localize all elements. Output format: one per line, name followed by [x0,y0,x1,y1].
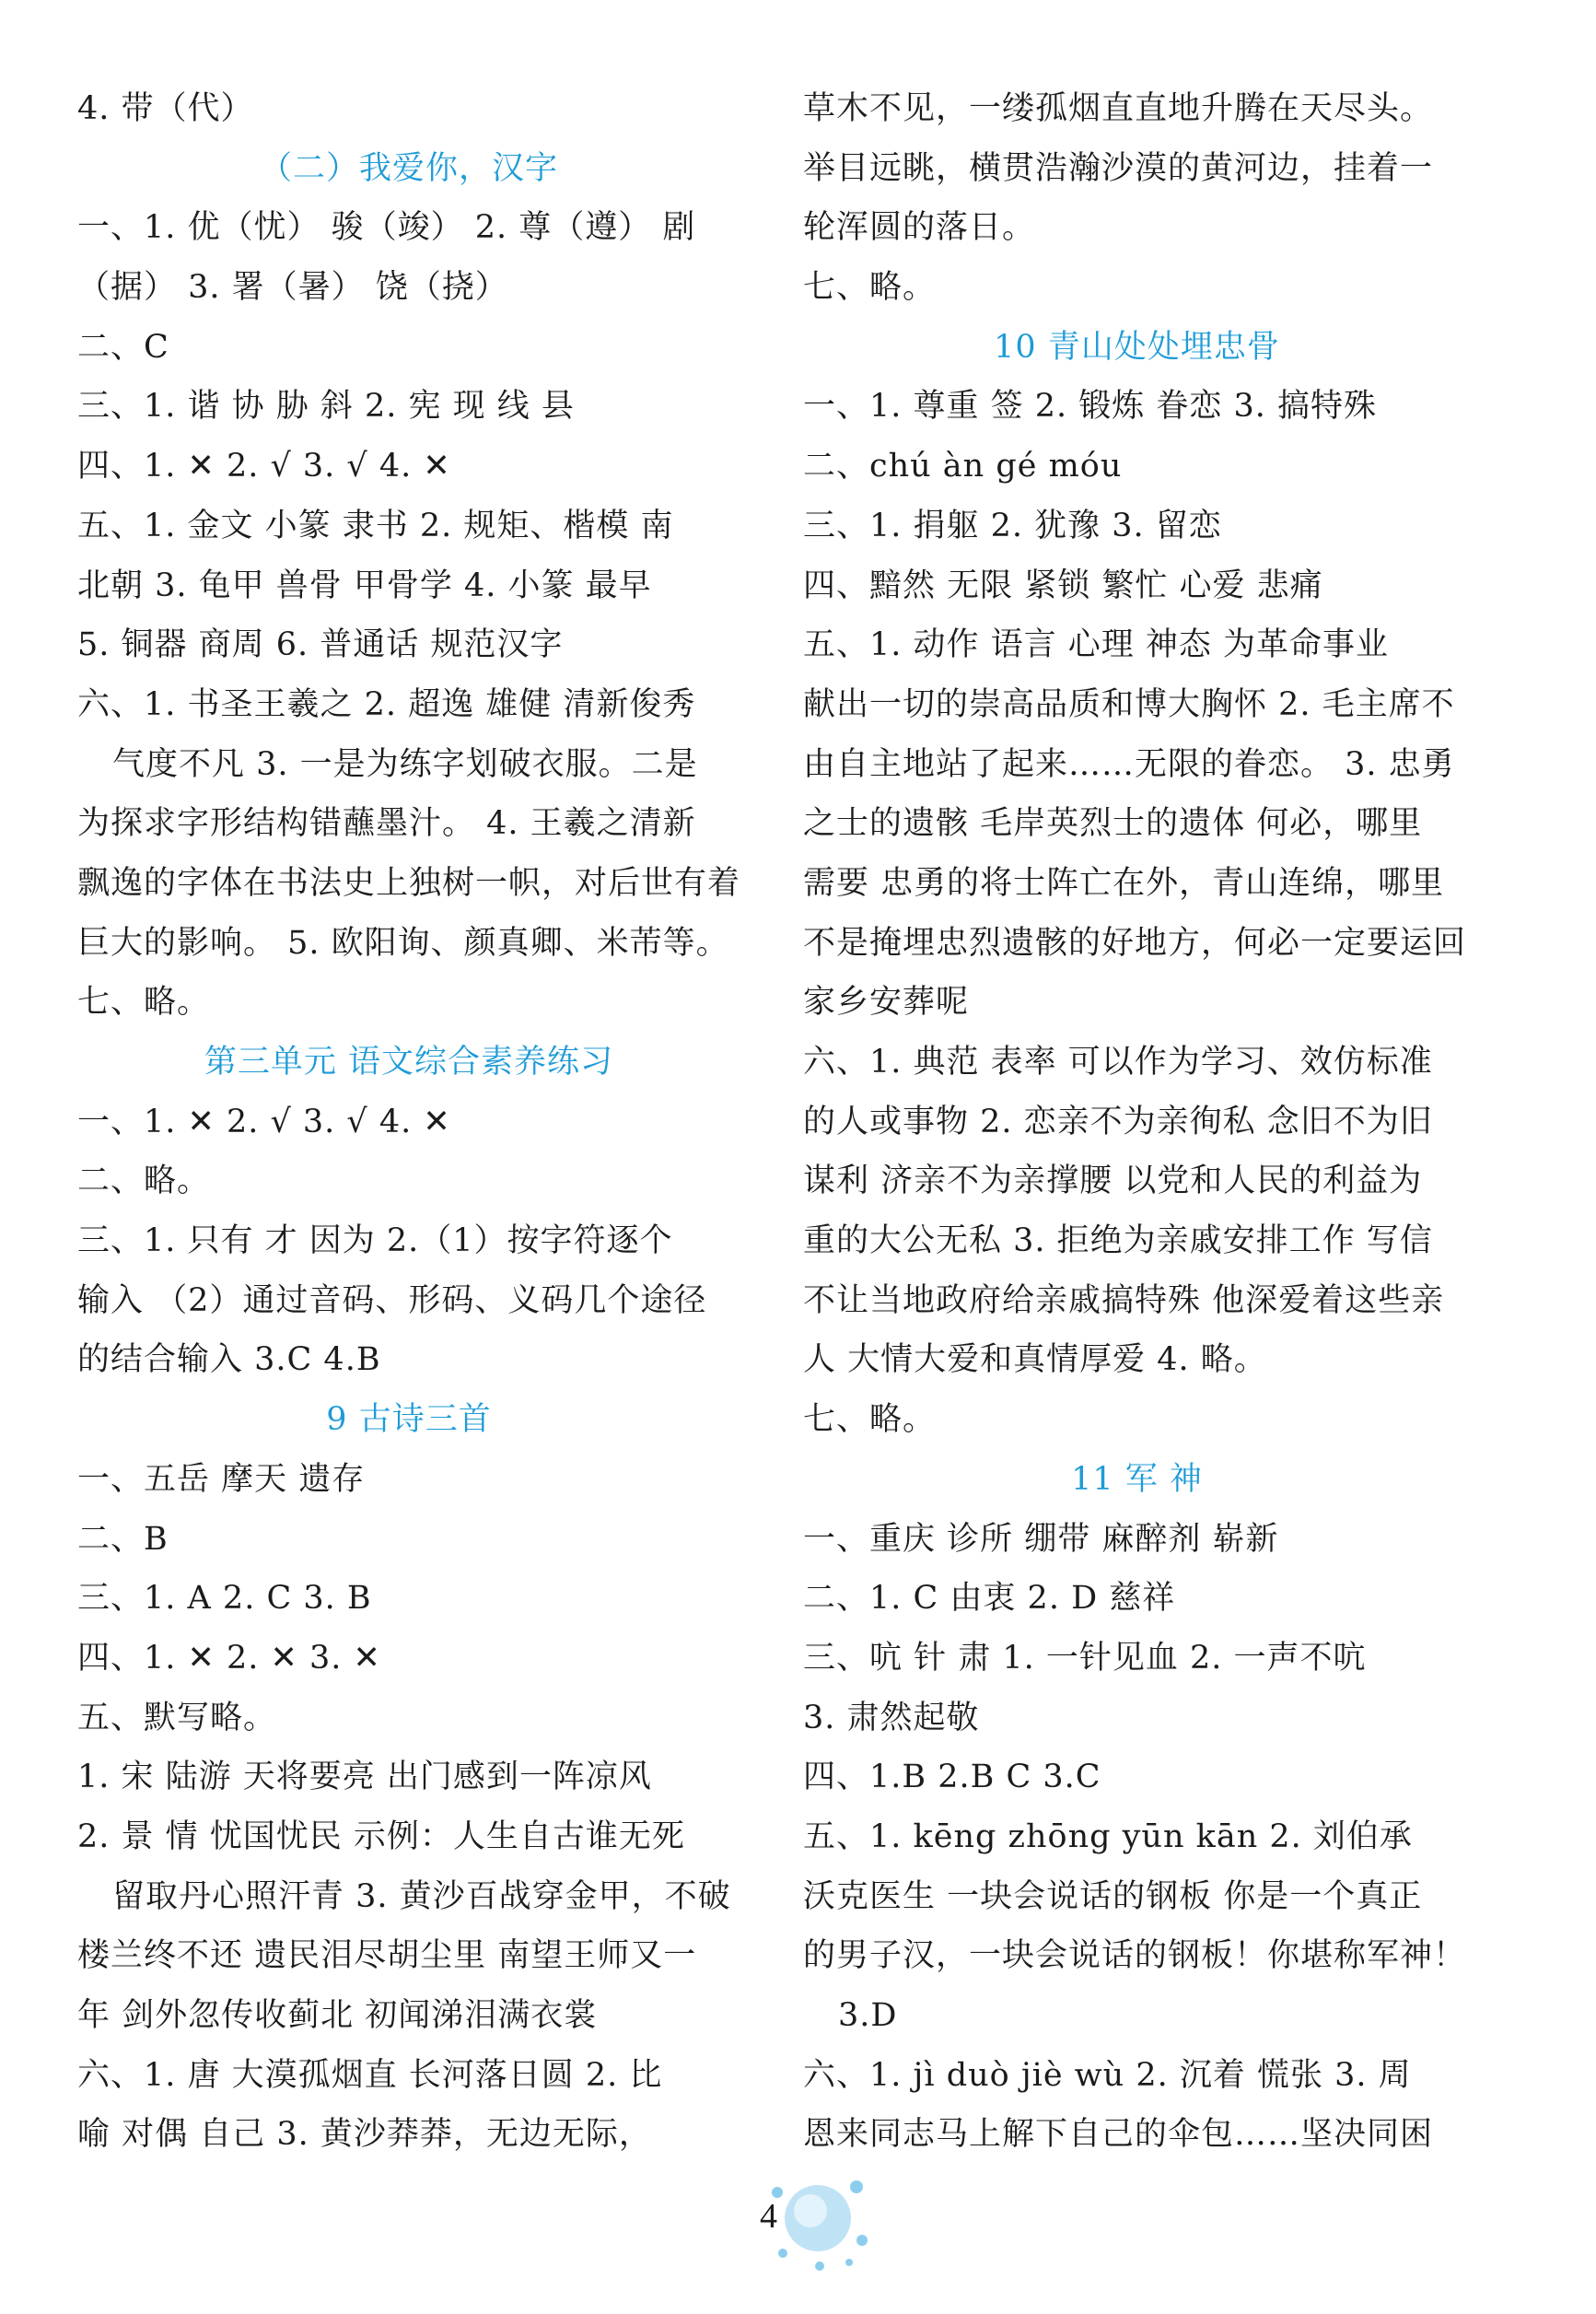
right-answer-line: 七、略。 [803,1401,937,1439]
right-answer-line: 人 大情大爱和真情厚爱 4. 略。 [803,1341,1267,1379]
left-answer-line: 2. 景 情 忧国忧民 示例：人生自古谁无死 [77,1817,685,1855]
left-answer-line: 四、1. ✕ 2. √ 3. √ 4. ✕ [77,448,451,485]
left-answer-line: 五、默写略。 [77,1699,277,1736]
right-answer-line: 一、1. 尊重 签 2. 锻炼 眷恋 3. 搞特殊 [803,388,1378,426]
left-answer-line: 七、略。 [77,984,211,1022]
left-answer-line: 年 剑外忽传收蓟北 初闻涕泪满衣裳 [77,1997,598,2034]
right-answer-line: 恩来同志马上解下自己的伞包……坚决同困 [803,2116,1434,2154]
left-answer-line: 1. 宋 陆游 天将要亮 出门感到一阵凉风 [77,1759,652,1796]
right-answer-line: 的人或事物 2. 恋亲不为亲徇私 念旧不为旧 [803,1103,1433,1140]
right-answer-line: 之士的遗骸 毛岸英烈士的遗体 何必，哪里 [803,805,1423,843]
right-answer-line: 一、重庆 诊所 绷带 麻醉剂 崭新 [803,1520,1279,1558]
section-title: 10 青山处处埋忠骨 [994,328,1280,366]
right-answer-line: 四、1.B 2.B C 3.C [803,1759,1101,1796]
right-answer-line: 不是掩埋忠烈遗骸的好地方，何必一定要运回 [803,924,1467,962]
right-answer-line: 二、1. C 由衷 2. D 慈祥 [803,1580,1176,1618]
left-answer-line: 4. 带（代） [77,90,254,127]
right-answer-line: 3. 肃然起敬 [803,1699,980,1736]
left-answer-line: 一、五岳 摩天 遗存 [77,1460,366,1498]
left-answer-line: 输入 （2）通过音码、形码、义码几个途径 [77,1281,707,1319]
left-answer-line: 六、1. 书圣王羲之 2. 超逸 雄健 清新俊秀 [77,685,696,723]
left-answer-line: 二、B [77,1520,169,1558]
right-answer-line: 不让当地政府给亲戚搞特殊 他深爱着这些亲 [803,1281,1445,1319]
left-answer-line: 四、1. ✕ 2. ✕ 3. ✕ [77,1639,381,1677]
left-answer-line: 5. 铜器 商周 6. 普通话 规范汉字 [77,626,564,664]
section-title: （二）我爱你，汉字 [259,149,558,187]
right-answer-line: 献出一切的崇高品质和博大胸怀 2. 毛主席不 [803,685,1455,723]
left-answer-line: 巨大的影响。 5. 欧阳询、颜真卿、米芾等。 [77,924,729,962]
section-title: 11 军 神 [1071,1460,1203,1498]
left-answer-line: 为探求字形结构错蘸墨汁。 4. 王羲之清新 [77,805,696,843]
left-answer-line: 三、1. 只有 才 因为 2.（1）按字符逐个 [77,1222,673,1260]
right-answer-line: 三、1. 捐躯 2. 犹豫 3. 留恋 [803,507,1222,544]
right-answer-line: 四、黯然 无限 紧锁 繁忙 心爱 悲痛 [803,567,1323,604]
right-answer-line: 3.D [838,1997,898,2034]
left-answer-line: 楼兰终不还 遗民泪尽胡尘里 南望王师又一 [77,1937,697,1975]
left-answer-line: 留取丹心照汗青 3. 黄沙百战穿金甲，不破 [112,1877,731,1915]
left-answer-line: 二、C [77,328,169,366]
left-answer-line: 一、1. ✕ 2. √ 3. √ 4. ✕ [77,1103,451,1140]
right-answer-line: 三、吭 针 肃 1. 一针见血 2. 一声不吭 [803,1639,1367,1677]
right-answer-line: 重的大公无私 3. 拒绝为亲戚安排工作 写信 [803,1222,1433,1260]
right-answer-line: 需要 忠勇的将士阵亡在外，青山连绵，哪里 [803,864,1445,902]
right-answer-line: 举目远眺，横贯浩瀚沙漠的黄河边，挂着一 [803,149,1434,187]
section-title: 9 古诗三首 [326,1401,492,1439]
right-answer-line: 谋利 济亲不为亲撑腰 以党和人民的利益为 [803,1163,1423,1200]
right-answer-line: 由自主地站了起来……无限的眷恋。 3. 忠勇 [803,745,1455,783]
left-answer-line: 飘逸的字体在书法史上独树一帜，对后世有着 [77,864,741,902]
left-column [77,79,740,2165]
right-answer-line: 的男子汉，一块会说话的钢板！你堪称军神！ [803,1937,1467,1975]
right-answer-line: 五、1. 动作 语言 心理 神态 为革命事业 [803,626,1390,664]
page-number: 4 [760,2197,777,2236]
right-answer-line: 五、1. kēng zhōng yūn kān 2. 刘伯承 [803,1817,1413,1855]
right-answer-line: 六、1. jì duò jiè wù 2. 沉着 慌张 3. 周 [803,2056,1412,2094]
left-answer-line: 六、1. 唐 大漠孤烟直 长河落日圆 2. 比 [77,2056,663,2094]
right-answer-line: 沃克医生 一块会说话的钢板 你是一个真正 [803,1877,1423,1915]
left-answer-line: 二、略。 [77,1163,211,1200]
left-answer-line: 北朝 3. 龟甲 兽骨 甲骨学 4. 小篆 最早 [77,567,652,604]
left-answer-line: （据） 3. 署（暑） 饶（挠） [77,269,508,307]
right-column [803,79,1471,2165]
splash-decoration-icon [764,2165,875,2275]
left-answer-line: 五、1. 金文 小篆 隶书 2. 规矩、楷模 南 [77,507,674,544]
right-answer-line: 六、1. 典范 表率 可以作为学习、效仿标准 [803,1044,1433,1081]
right-answer-line: 家乡安葬呢 [803,984,970,1022]
left-answer-line: 三、1. 谐 协 胁 斜 2. 宪 现 线 县 [77,388,575,426]
left-answer-line: 喻 对偶 自己 3. 黄沙莽莽，无边无际， [77,2116,652,2154]
left-answer-line: 气度不凡 3. 一是为练字划破衣服。二是 [112,745,698,783]
left-answer-line: 一、1. 优（忧） 骏（竣） 2. 尊（遵） 剧 [77,209,696,247]
right-answer-line: 轮浑圆的落日。 [803,209,1036,247]
left-answer-line: 三、1. A 2. C 3. B [77,1580,372,1618]
right-answer-line: 二、chú àn gé móu [803,448,1123,485]
left-answer-line: 的结合输入 3.C 4.B [77,1341,381,1379]
section-title: 第三单元 语文综合素养练习 [204,1044,614,1081]
right-answer-line: 草木不见，一缕孤烟直直地升腾在天尽头。 [803,90,1434,127]
right-answer-line: 七、略。 [803,269,937,307]
